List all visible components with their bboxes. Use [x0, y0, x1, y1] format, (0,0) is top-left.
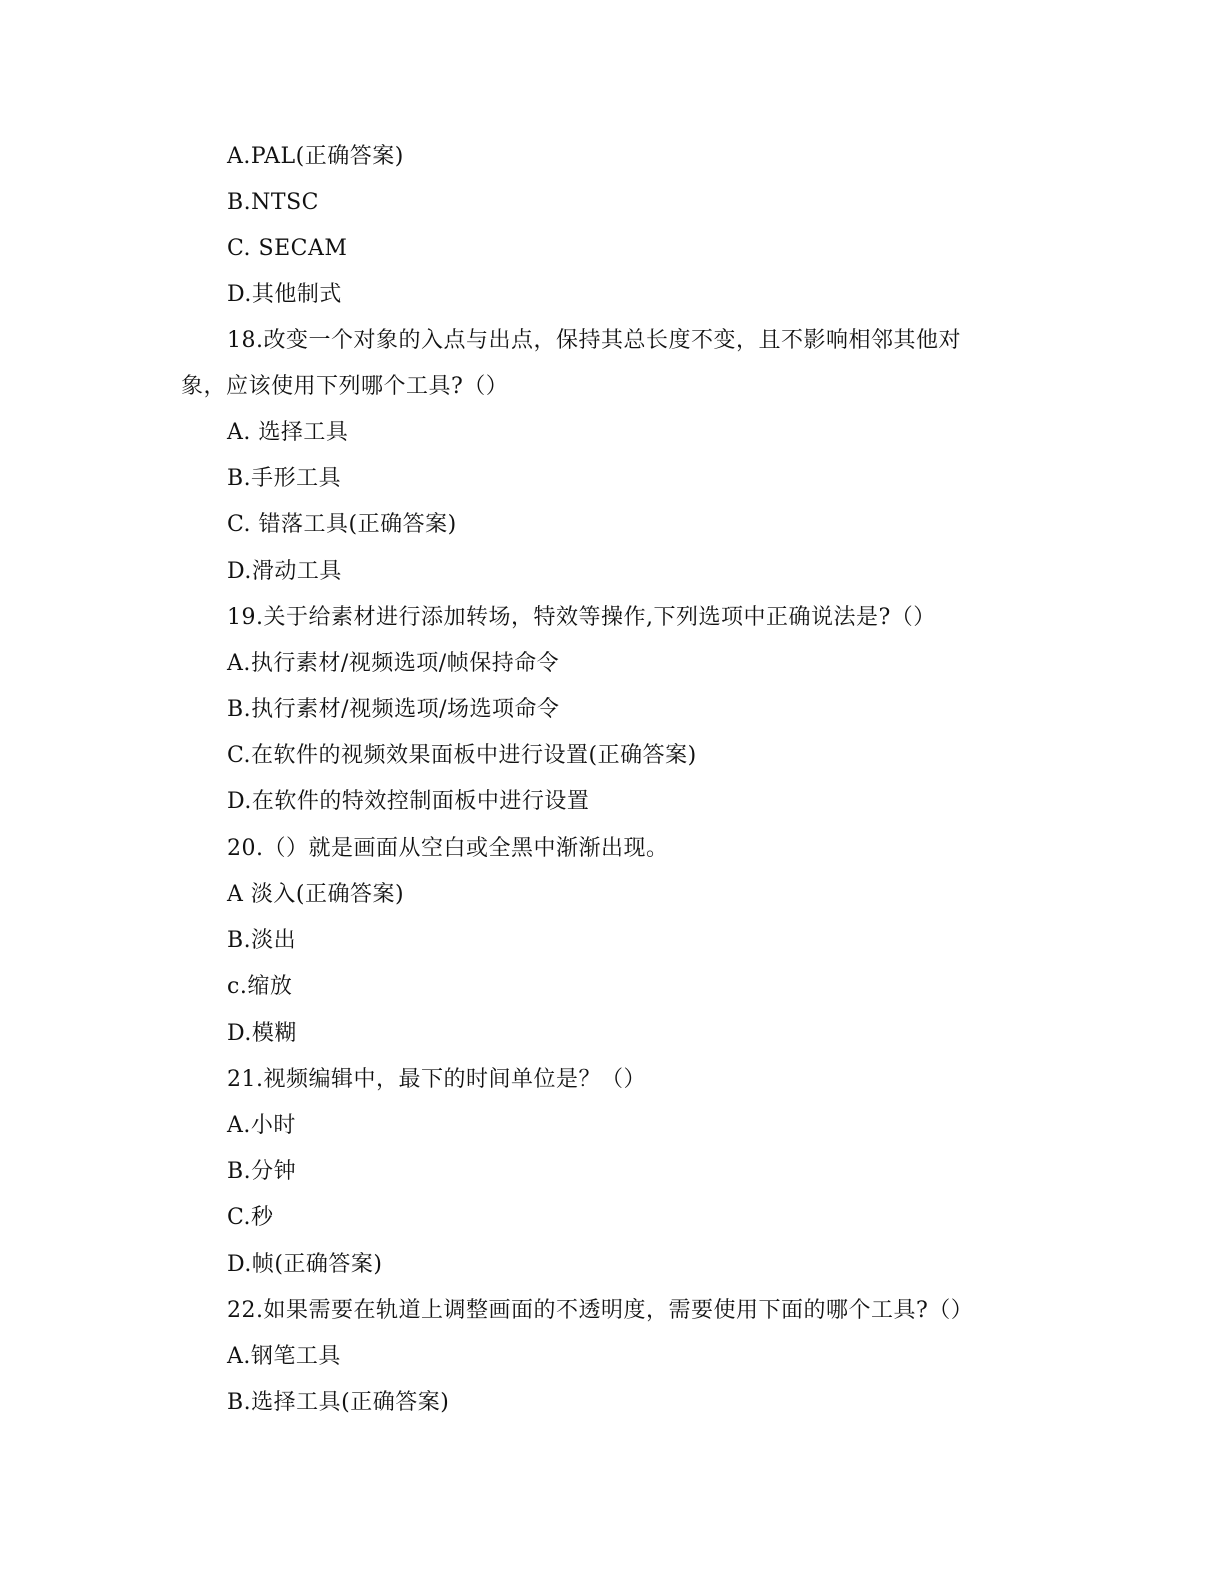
q21-question: 21.视频编辑中，最下的时间单位是？（）	[227, 1067, 646, 1092]
q20-question: 20.（）就是画面从空白或全黑中渐渐出现。	[227, 836, 669, 861]
q17-option-b: B.NTSC	[227, 190, 319, 215]
q18-option-d: D.滑动工具	[227, 559, 342, 584]
q19-question: 19.关于给素材进行添加转场，特效等操作,下列选项中正确说法是?（）	[227, 605, 936, 630]
q21-option-d: D.帧(正确答案)	[227, 1252, 383, 1277]
q20-option-c: c.缩放	[227, 974, 293, 999]
q22-option-b: B.选择工具(正确答案)	[227, 1390, 450, 1415]
q17-option-d: D.其他制式	[227, 282, 342, 307]
q17-option-a: A.PAL(正确答案)	[227, 144, 404, 169]
q21-option-c: C.秒	[227, 1205, 274, 1230]
q20-option-d: D.模糊	[227, 1021, 297, 1046]
q18-option-b: B.手形工具	[227, 466, 342, 491]
q17-option-c: C. SECAM	[227, 236, 348, 261]
q22-question: 22.如果需要在轨道上调整画面的不透明度，需要使用下面的哪个工具?（）	[227, 1298, 974, 1323]
q19-option-c: C.在软件的视频效果面板中进行设置(正确答案)	[227, 743, 697, 768]
q18-question: 18.改变一个对象的入点与出点，保持其总长度不变，且不影响相邻其他对	[227, 328, 961, 353]
q18-option-a: A. 选择工具	[227, 420, 349, 445]
q18-option-c: C. 错落工具(正确答案)	[227, 512, 457, 537]
q21-option-b: B.分钟	[227, 1159, 297, 1184]
q19-option-b: B.执行素材/视频选项/场选项命令	[227, 697, 560, 722]
q19-option-a: A.执行素材/视频选项/帧保持命令	[227, 651, 560, 676]
q22-option-a: A.钢笔工具	[227, 1344, 341, 1369]
q20-option-b: B.淡出	[227, 928, 297, 953]
q20-option-a: A 淡入(正确答案)	[227, 882, 405, 907]
q19-option-d: D.在软件的特效控制面板中进行设置	[227, 789, 590, 814]
q18-question-continued: 象，应该使用下列哪个工具?（）	[181, 374, 509, 399]
q21-option-a: A.小时	[227, 1113, 296, 1138]
